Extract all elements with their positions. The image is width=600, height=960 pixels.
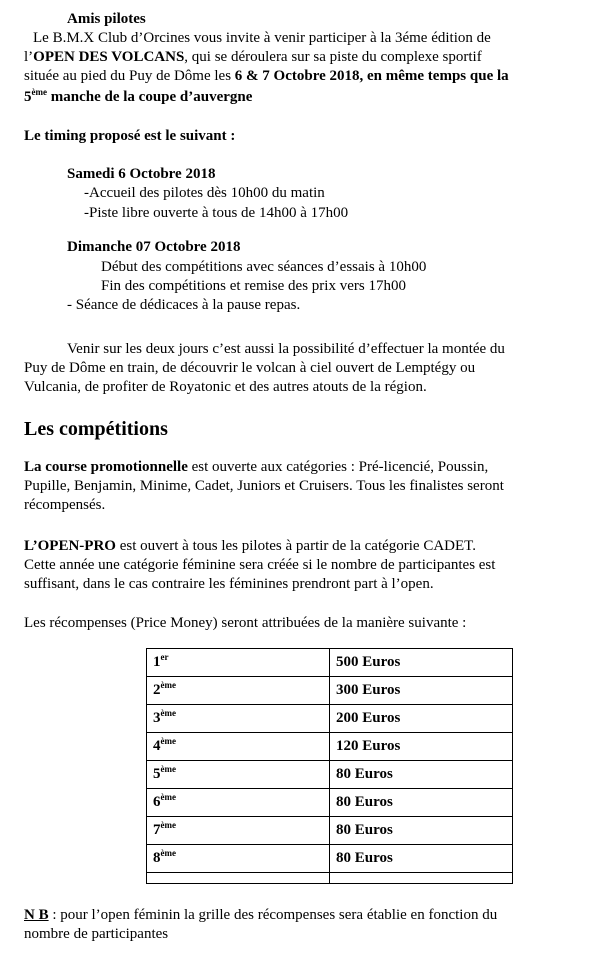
- prize-amount: 200 Euros: [330, 705, 513, 733]
- intro-line-3: située au pied du Puy de Dôme les 6 & 7 Octobre 2018, en même temps que la: [24, 68, 509, 84]
- intro-line-1: Le B.M.X Club d’Orcines vous invite à venir participer à la 3éme édition de: [33, 30, 491, 46]
- intro-line-4: 5ème manche de la coupe d’auvergne: [24, 87, 253, 105]
- open-line-3: suffisant, dans le cas contraire les féminines prendront part à l’open.: [24, 576, 434, 592]
- promo-title: La course promotionnelle: [24, 459, 188, 475]
- timing-heading: Le timing proposé est le suivant :: [24, 128, 236, 144]
- prize-amount: 120 Euros: [330, 733, 513, 761]
- sunday-item-3: - Séance de dédicaces à la pause repas.: [67, 297, 301, 313]
- sunday-item-1: Début des compétitions avec séances d’essais à 10h00: [101, 259, 427, 275]
- prize-row: [147, 649, 513, 677]
- prize-amount: 80 Euros: [330, 845, 513, 873]
- note-label: N B: [24, 907, 49, 923]
- prize-row: [147, 733, 513, 761]
- prize-row: [147, 817, 513, 845]
- prize-amount: 80 Euros: [330, 817, 513, 845]
- open-pro-title: L’OPEN-PRO: [24, 538, 116, 554]
- prize-table: [146, 648, 513, 884]
- prize-amount: 80 Euros: [330, 761, 513, 789]
- prize-rank: 3ème: [147, 705, 330, 733]
- sunday-item-2: Fin des compétitions et remise des prix vers 17h00: [101, 278, 406, 294]
- prize-row: [147, 705, 513, 733]
- prize-rank: 5ème: [147, 761, 330, 789]
- intro-line-2: l’OPEN DES VOLCANS, qui se déroulera sur sa piste du complexe sportif: [24, 49, 482, 65]
- extra-line-2: Puy de Dôme en train, de découvrir le volcan à ciel ouvert de Lemptégy ou: [24, 360, 476, 376]
- competitions-heading: Les compétitions: [24, 418, 168, 440]
- promo-line-1: La course promotionnelle est ouverte aux catégories : Pré-licencié, Poussin,: [24, 459, 489, 475]
- note-line-1: N B : pour l’open féminin la grille des récompenses sera établie en fonction du: [24, 907, 498, 923]
- promo-line-2: Pupille, Benjamin, Minime, Cadet, Juniors et Cruisers. Tous les finalistes seront: [24, 478, 504, 494]
- open-line-2: Cette année une catégorie féminine sera créée si le nombre de participantes est: [24, 557, 496, 573]
- sunday-title: Dimanche 07 Octobre 2018: [67, 239, 241, 255]
- prize-row: [147, 761, 513, 789]
- extra-line-1: Venir sur les deux jours c’est aussi la possibilité d’effectuer la montée du: [67, 341, 505, 357]
- prize-rank: 8ème: [147, 845, 330, 873]
- saturday-title: Samedi 6 Octobre 2018: [67, 166, 216, 182]
- greeting: Amis pilotes: [67, 11, 146, 27]
- extra-line-3: Vulcania, de profiter de Royatonic et des autres atouts de la région.: [24, 379, 427, 395]
- rewards-intro: Les récompenses (Price Money) seront attribuées de la manière suivante :: [24, 615, 467, 631]
- prize-row: [147, 789, 513, 817]
- open-line-1: L’OPEN-PRO est ouvert à tous les pilotes à partir de la catégorie CADET.: [24, 538, 476, 554]
- prize-amount: 300 Euros: [330, 677, 513, 705]
- event-name: OPEN DES VOLCANS: [33, 49, 185, 65]
- saturday-item-2: -Piste libre ouverte à tous de 14h00 à 17h00: [84, 205, 349, 221]
- prize-rank: 7ème: [147, 817, 330, 845]
- prize-row: [147, 845, 513, 873]
- prize-rank: 6ème: [147, 789, 330, 817]
- prize-rank: 1er: [147, 649, 330, 677]
- prize-rank: 2ème: [147, 677, 330, 705]
- prize-amount: 80 Euros: [330, 789, 513, 817]
- prize-row-empty: [147, 873, 513, 884]
- prize-amount: 500 Euros: [330, 649, 513, 677]
- prize-rank: 4ème: [147, 733, 330, 761]
- event-dates: 6 & 7 Octobre 2018, en même temps que la: [234, 68, 509, 84]
- prize-row: [147, 677, 513, 705]
- promo-line-3: récompensés.: [24, 497, 106, 513]
- saturday-item-1: -Accueil des pilotes dès 10h00 du matin: [84, 185, 325, 201]
- note-line-2: nombre de participantes: [24, 926, 169, 942]
